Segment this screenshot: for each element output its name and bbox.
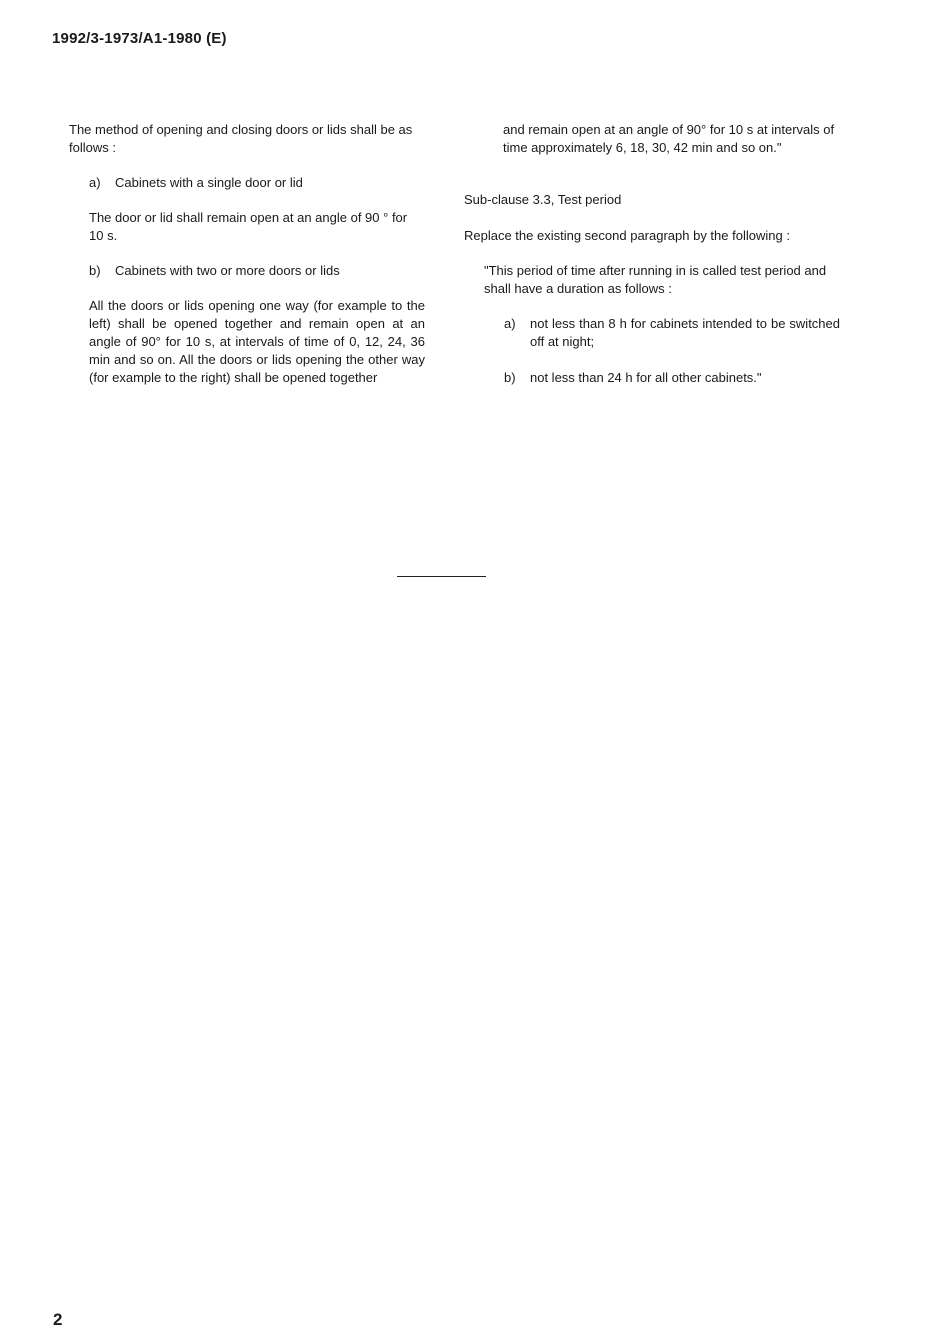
- item-b-heading: [89, 262, 425, 280]
- intro-paragraph: The method of opening and closing doors or lids shall be as follows :: [69, 122, 413, 155]
- subclause-heading: Sub-clause 3.3, Test period: [464, 192, 622, 207]
- test-period-item-a: [504, 315, 840, 351]
- item-b-multiple-doors: [89, 262, 425, 387]
- item-a-letter: a): [89, 175, 101, 190]
- item-a-heading: [89, 174, 425, 192]
- continuation-paragraph: and remain open at an angle of 90° for 10 s at intervals of time approximately 6, 18, 30, 42 min and so on.": [503, 122, 835, 155]
- page-number: 2: [53, 1310, 63, 1329]
- item-a-single-door: [89, 174, 425, 245]
- left-column: [69, 121, 425, 387]
- item-b-title: Cabinets with two or more doors or lids: [115, 263, 340, 278]
- test-item-a-letter: a): [504, 316, 516, 331]
- document-id-header: 1992/3-1973/A1-1980 (E): [52, 30, 227, 47]
- test-item-b-letter: b): [504, 370, 516, 385]
- item-a-body: The door or lid shall remain open at an angle of 90 ° for 10 s.: [89, 210, 408, 243]
- item-b-letter: b): [89, 263, 101, 278]
- end-of-text-divider: [397, 576, 486, 577]
- item-b-body: All the doors or lids opening one way (for example to the left) shall be opened together and remain open at an angle of 90° for 10 s, at intervals of time of 0, 12, 24, 36 min and so on. All the doors or lids opening the other way (for example to the right) shall be opened together: [89, 298, 425, 385]
- replace-instruction: Replace the existing second paragraph by the following :: [464, 228, 790, 243]
- test-period-item-b: [504, 369, 840, 387]
- quote-intro: "This period of time after running in is called test period and shall have a duration as follows :: [484, 263, 827, 296]
- item-a-title: Cabinets with a single door or lid: [115, 175, 303, 190]
- right-column: [464, 121, 840, 387]
- test-item-b-text: not less than 24 h for all other cabinets.": [530, 370, 762, 385]
- test-item-a-text: not less than 8 h for cabinets intended to be switched off at night;: [530, 316, 840, 349]
